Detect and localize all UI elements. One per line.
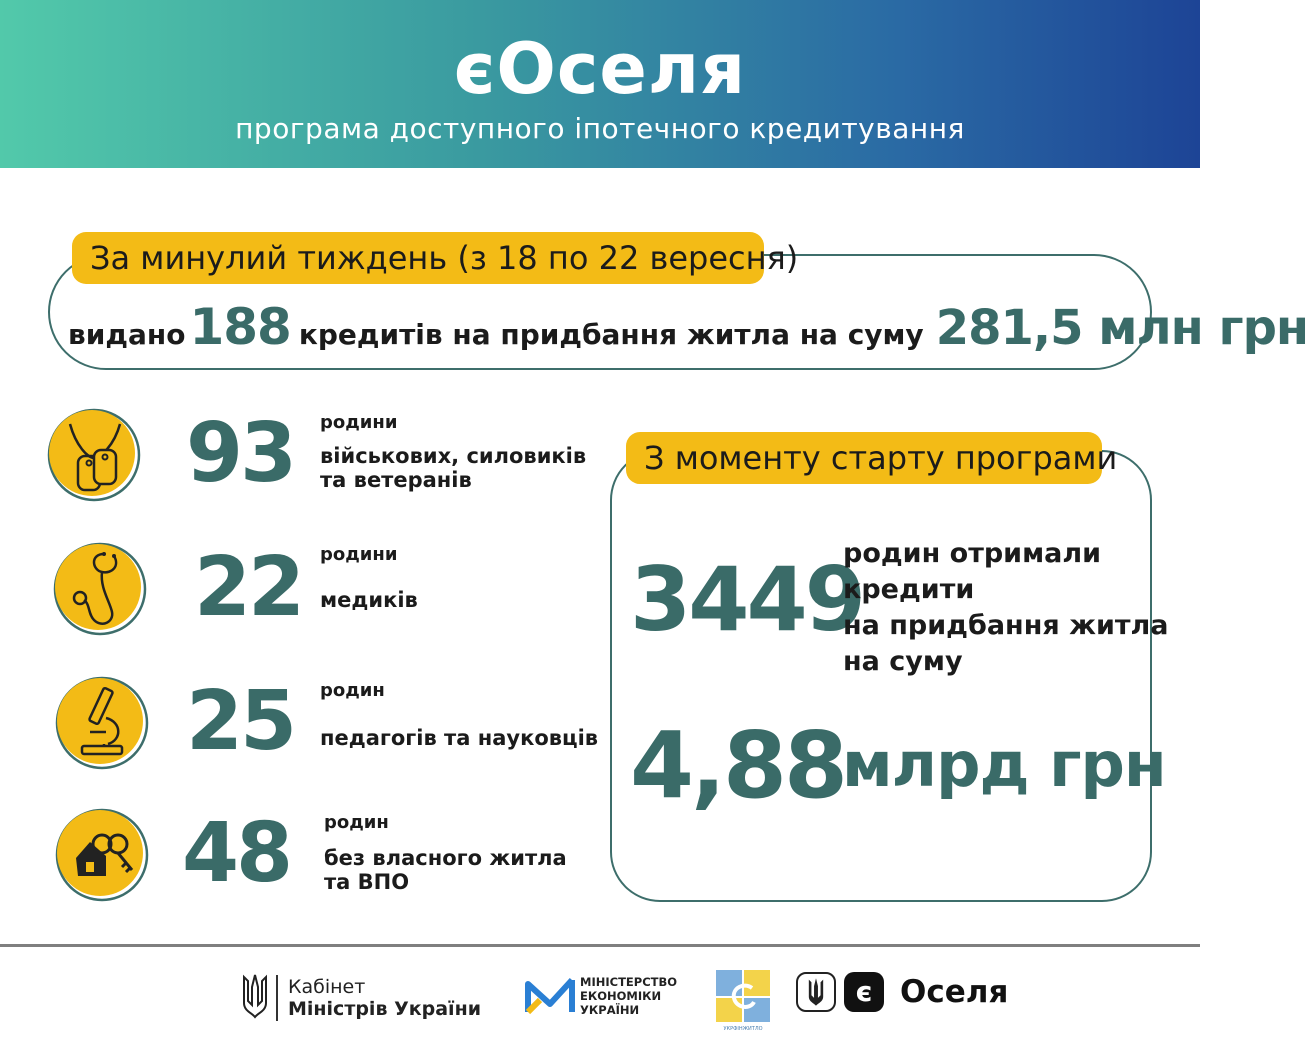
- category-number: 22: [194, 540, 303, 635]
- category-label: медиків: [320, 588, 418, 612]
- trident-icon: [242, 973, 268, 1023]
- trident-badge-icon: [796, 972, 836, 1012]
- category-label-top: родини: [320, 412, 398, 433]
- stethoscope-icon: [54, 540, 154, 640]
- weekly-credit-count: 188: [189, 298, 291, 356]
- footer-logos: [0, 960, 1200, 1036]
- category-medics: [48, 540, 608, 640]
- oselya-e-badge: є: [844, 972, 884, 1012]
- category-label: педагогів та науковців: [320, 726, 599, 750]
- footer-divider: [0, 944, 1200, 947]
- category-educators: [48, 674, 608, 774]
- total-sum-unit: млрд грн: [842, 728, 1166, 801]
- weekly-middle-text: кредитів на придбання житла на суму: [298, 318, 924, 351]
- total-badge: З моменту старту програми: [626, 432, 1102, 484]
- ukrfinzhytlo-logo: [714, 968, 772, 1034]
- header-banner: [0, 0, 1200, 168]
- total-family-count: 3449: [630, 548, 863, 651]
- ukrfinzhytlo-mark-icon: [714, 968, 772, 1024]
- cabinet-of-ministers-logo: [242, 968, 481, 1028]
- category-idp: [48, 806, 608, 906]
- weekly-badge: За минулий тиждень (з 18 по 22 вересня): [72, 232, 764, 284]
- category-label-top: родини: [320, 544, 398, 565]
- total-description: родин отримали кредити на придбання житла на суму: [843, 538, 1169, 677]
- total-sum-number: 4,88: [630, 712, 845, 819]
- category-number: 48: [182, 806, 291, 901]
- page-title: єОселя: [453, 28, 747, 110]
- ministry-of-economy-logo: [526, 974, 677, 1018]
- category-label: без власного житла та ВПО: [324, 846, 567, 894]
- house-keys-icon: [56, 806, 156, 906]
- ukrfinzhytlo-caption: УКРФІНЖИТЛО: [723, 1026, 763, 1032]
- category-number: 93: [186, 406, 295, 501]
- logo-separator: [276, 975, 278, 1021]
- category-label-top: родин: [324, 812, 389, 833]
- category-label-top: родин: [320, 680, 385, 701]
- weekly-credit-sum: 281,5 млн грн: [935, 300, 1309, 356]
- page-subtitle: програма доступного іпотечного кредитування: [235, 112, 965, 145]
- category-number: 25: [186, 674, 295, 769]
- weekly-summary-line: [68, 298, 1316, 362]
- category-military: [48, 406, 608, 506]
- cabinet-line1: Кабінет: [288, 976, 366, 998]
- oselya-name: Оселя: [900, 974, 1009, 1010]
- oselya-logo: [796, 972, 1008, 1012]
- microscope-icon: [56, 674, 156, 774]
- cabinet-line2: Міністрів України: [288, 998, 482, 1020]
- weekly-prefix: видано: [68, 318, 186, 351]
- category-label: військових, силовиків та ветеранів: [320, 444, 587, 492]
- dog-tags-icon: [48, 406, 148, 506]
- ministry-m-icon: [526, 974, 574, 1018]
- ministry-text: МІНІСТЕРСТВО ЕКОНОМІКИ УКРАЇНИ: [580, 975, 678, 1017]
- cabinet-text: [288, 976, 481, 1020]
